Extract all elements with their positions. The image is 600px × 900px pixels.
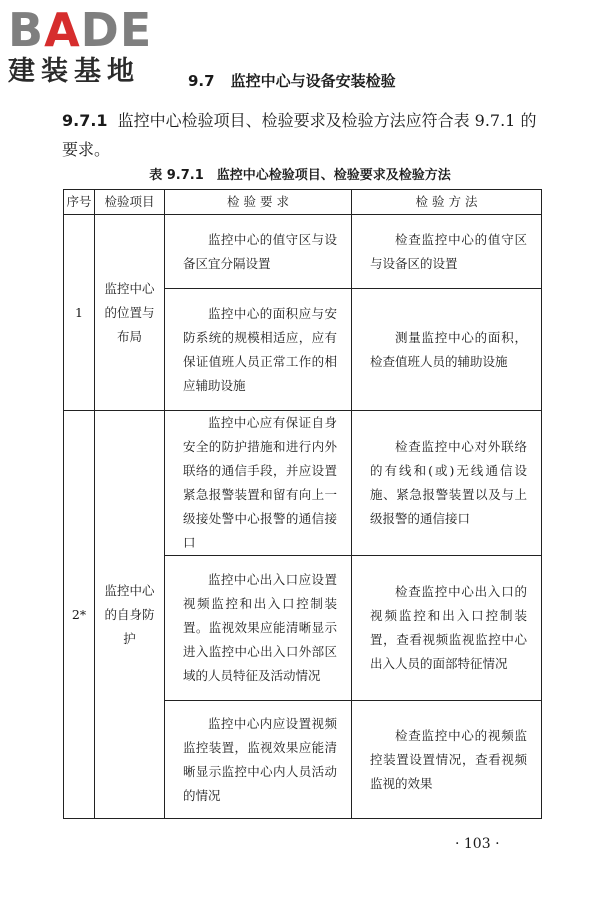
table-header-row	[64, 190, 542, 215]
section-heading	[188, 70, 396, 91]
table-title: 表 9.7.1 监控中心检验项目、检验要求及检验方法	[149, 168, 451, 183]
method-text: 检查监控中心出入口的视频监控和出入口控制装置，查看视频监视监控中心出入人员的面部特征情况	[370, 584, 527, 671]
method-cell	[352, 289, 542, 411]
clause-text: 监控中心检验项目、检验要求及检验方法应符合表 9.7.1 的要求。	[62, 111, 537, 159]
requirement-cell	[165, 411, 352, 556]
method-cell	[352, 556, 542, 701]
group-item: 监控中心的位置与布局	[95, 215, 165, 411]
header-item: 检验项目	[95, 190, 165, 215]
header-index: 序号	[64, 190, 95, 215]
method-text: 测量监控中心的面积，检查值班人员的辅助设施	[370, 329, 527, 369]
method-cell	[352, 701, 542, 819]
method-cell	[352, 215, 542, 289]
requirement-text: 监控中心内应设置视频监控装置，监视效果应能清晰显示监控中心内人员活动的情况	[183, 715, 337, 803]
requirement-cell	[165, 556, 352, 701]
method-text: 检查监控中心的视频监控装置设置情况，查看视频监视的效果	[370, 727, 527, 791]
group-index: 1	[64, 215, 95, 411]
method-text: 检查监控中心的值守区与设备区的设置	[370, 231, 527, 271]
group-item: 监控中心的自身防护	[95, 411, 165, 819]
requirement-cell	[165, 215, 352, 289]
requirement-cell	[165, 701, 352, 819]
clause-number: 9.7.1	[62, 111, 108, 130]
watermark-subtitle: 建装基地	[8, 56, 140, 87]
site-watermark	[8, 3, 178, 88]
requirement-text: 监控中心的面积应与安防系统的规模相适应，应有保证值班人员正常工作的相应辅助设施	[183, 305, 337, 393]
header-requirement: 检 验 要 求	[165, 190, 352, 215]
section-number: 9.7	[188, 72, 215, 90]
watermark-logo: BADE	[8, 3, 153, 57]
group-index: 2*	[64, 411, 95, 819]
header-method: 检 验 方 法	[352, 190, 542, 215]
clause-paragraph	[62, 106, 552, 164]
requirement-text: 监控中心出入口应设置视频监控和出入口控制装置。监视效果应能清晰显示进入监控中心出入口外部区域的人员特征及活动情况	[183, 572, 337, 683]
method-cell	[352, 411, 542, 556]
section-title: 监控中心与设备安装检验	[230, 72, 396, 90]
requirement-text: 监控中心应有保证自身安全的防护措施和进行内外联络的通信手段，并应设置紧急报警装置和留有向上一级接处警中心报警的通信接口	[183, 415, 337, 550]
inspection-table	[63, 189, 542, 819]
requirement-cell	[165, 289, 352, 411]
requirement-text: 监控中心的值守区与设备区宜分隔设置	[183, 231, 337, 271]
table-row	[64, 411, 542, 556]
method-text: 检查监控中心对外联络的有线和(或)无线通信设施、紧急报警装置以及与上级报警的通信接口	[370, 439, 527, 526]
table-row	[64, 215, 542, 289]
page-number: · 103 ·	[455, 836, 500, 852]
